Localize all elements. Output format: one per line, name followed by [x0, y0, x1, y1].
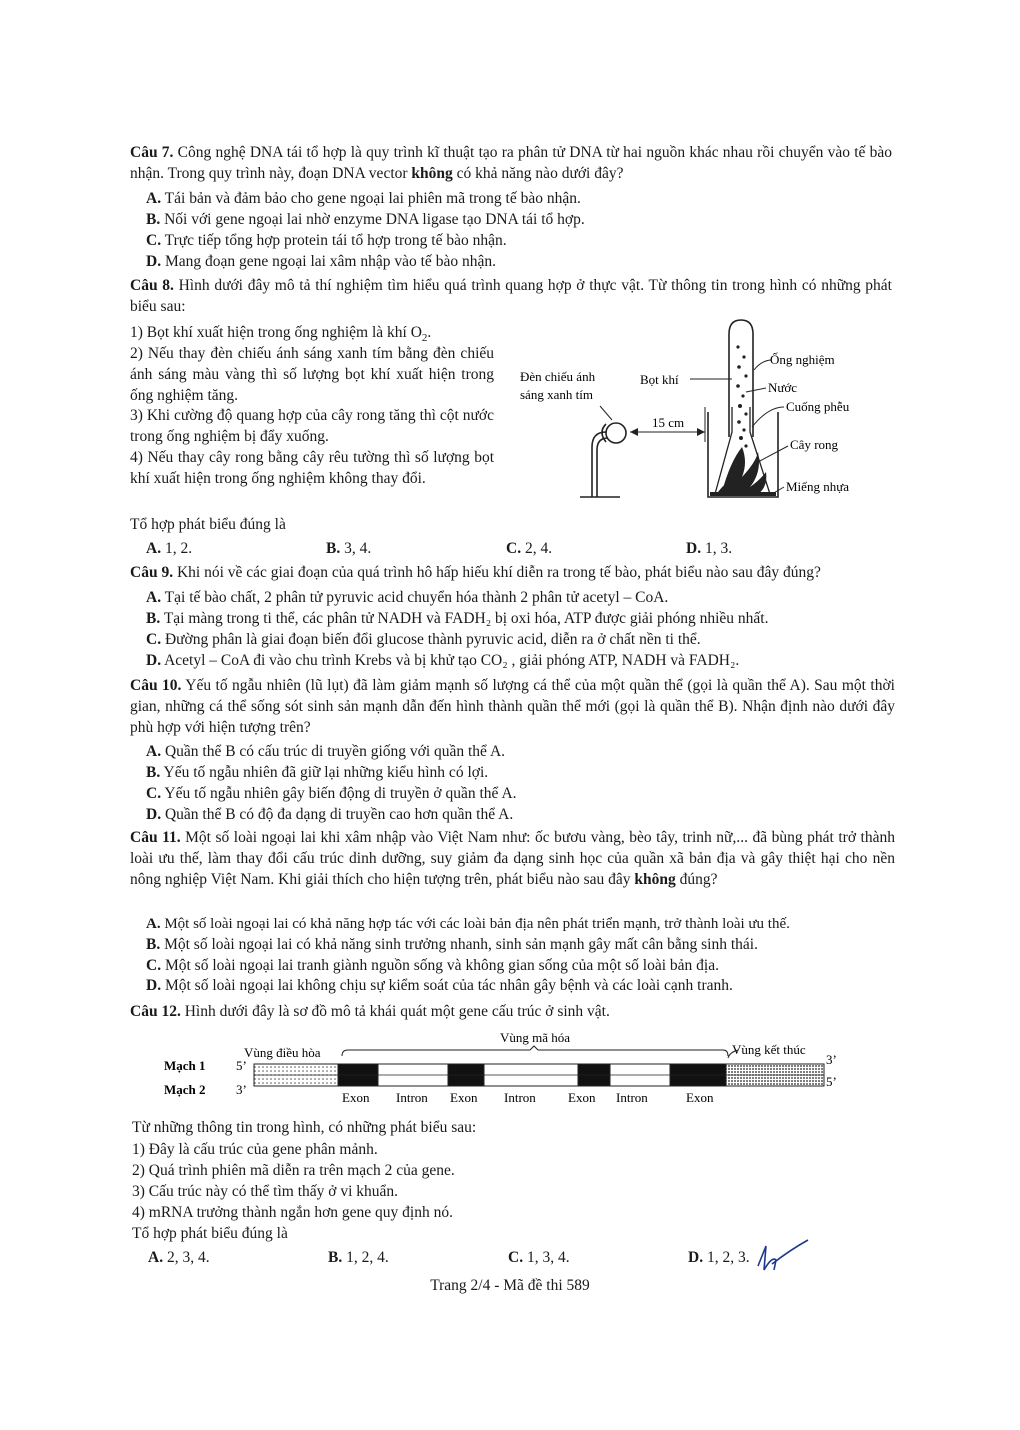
q8-statement-3: 3) Khi cường độ quang hợp của cây rong tăng thì cột nước trong ống nghiệm bị đẩy xuống.: [130, 407, 494, 445]
question-11: [130, 828, 895, 890]
q7-option-c: C. Trực tiếp tổng hợp protein tái tổ hợp trong tế bào nhận.: [146, 232, 507, 249]
question-12: [130, 1002, 895, 1023]
question-label: Câu 8.: [130, 277, 174, 294]
question-stem-end: có khả năng nào dưới đây?: [452, 164, 624, 182]
coding-region-label: Vùng mã hóa: [500, 1030, 571, 1045]
gas-bubbles: [736, 345, 747, 447]
emphasis: không: [634, 870, 676, 888]
q9-option-a: A. Tại tế bào chất, 2 phân tử pyruvic acid chuyển hóa thành 2 phân tử acetyl – CoA.: [146, 589, 669, 606]
strand-1-label: Mạch 1: [164, 1058, 206, 1073]
funnel-label: Cuống phễu: [786, 399, 850, 414]
page-footer: Trang 2/4 - Mã đề thi 589: [430, 1277, 590, 1294]
question-label: Câu 10.: [130, 677, 182, 694]
termination-region-label: Vùng kết thúc: [732, 1042, 806, 1057]
q10-option-b: B. Yếu tố ngẫu nhiên đã giữ lại những kiểu hình có lợi.: [146, 764, 489, 781]
q8-option-d: D. 1, 3.: [686, 540, 733, 557]
q12-option-d: D. 1, 2, 3.: [688, 1249, 750, 1266]
q7-option-d: D. Mang đoạn gene ngoại lai xâm nhập vào tế bào nhận.: [146, 253, 496, 270]
segment-exon-4: Exon: [686, 1090, 714, 1105]
strand-2-5prime: 5’: [826, 1074, 837, 1089]
question-10: [130, 676, 895, 738]
question-label: Câu 12.: [130, 1003, 181, 1020]
gene-structure-figure: [158, 1026, 878, 1111]
water-plant-icon: [715, 447, 766, 496]
q12-statement-1: 1) Đây là cấu trúc của gene phân mảnh.: [132, 1141, 378, 1158]
handwritten-signature-mark: [752, 1236, 812, 1276]
plastic-label: Miếng nhựa: [786, 479, 850, 494]
segment-intron-2: Intron: [504, 1090, 536, 1105]
segment-exon-1: Exon: [342, 1090, 370, 1105]
segment-intron-3: Intron: [616, 1090, 648, 1105]
q8-combo-prompt: Tổ hợp phát biểu đúng là: [130, 516, 286, 533]
q8-statement-1: 1) Bọt khí xuất hiện trong ống nghiệm là khí $O_2$.: [130, 324, 432, 345]
question-label: Câu 7.: [130, 144, 174, 161]
strand-2-3prime: 3’: [236, 1082, 247, 1097]
question-7: [130, 143, 892, 185]
q8-option-a: A. 1, 2.: [146, 540, 193, 557]
question-stem: Hình dưới đây mô tả thí nghiệm tìm hiểu quá trình quang hợp ở thực vật. Từ thông tin trong hình có những phát biểu sau:: [130, 277, 892, 315]
segment-intron-1: Intron: [396, 1090, 428, 1105]
q11-option-a: A. Một số loài ngoại lai có khả năng hợp tác với các loài bản địa nên phát triển mạnh, trở thành loài ưu thế.: [146, 916, 790, 932]
q12-statement-3: 3) Cấu trúc này có thể tìm thấy ở vi khuẩn.: [132, 1183, 399, 1200]
emphasis: không: [411, 164, 453, 182]
question-label: Câu 9.: [130, 564, 174, 581]
bubble-label: Bọt khí: [640, 372, 679, 387]
question-stem-end: đúng?: [675, 870, 718, 888]
segment-exon-3: Exon: [568, 1090, 596, 1105]
tube-label: Ống nghiệm: [770, 352, 835, 367]
q10-option-c: C. Yếu tố ngẫu nhiên gây biến động di truyền ở quần thể A.: [146, 785, 517, 802]
q12-option-c: C. 1, 3, 4.: [508, 1249, 570, 1266]
question-stem: Hình dưới đây là sơ đồ mô tả khái quát một gene cấu trúc ở sinh vật.: [180, 1003, 610, 1020]
q12-option-b: B. 1, 2, 4.: [328, 1249, 389, 1266]
lamp-icon: [580, 423, 626, 497]
strand-1-5prime: 5’: [236, 1058, 247, 1073]
q11-option-d: D. Một số loài ngoại lai không chịu sự kiểm soát của tác nhân gây bệnh và các loài cạnh tranh.: [146, 977, 733, 994]
q9-option-b: B. Tại màng trong ti thể, các phân tử NADH và FADH₂ bị oxi hóa, ATP được giải phóng nhiều nhất.: [146, 610, 769, 627]
q12-intro: Từ những thông tin trong hình, có những phát biểu sau:: [132, 1119, 477, 1136]
q12-option-a: A. 2, 3, 4.: [148, 1249, 210, 1266]
q8-statement-4: 4) Nếu thay cây rong bằng cây rêu tường thì số lượng bọt khí xuất hiện trong ống nghiệm không thay đổi.: [130, 449, 494, 487]
distance-label: 15 cm: [652, 415, 685, 430]
question-stem: Một số loài ngoại lai khi xâm nhập vào Việt Nam như: ốc bươu vàng, bèo tây, trinh nữ,... đã bùng phát trở thành loài ưu thế, làm thay đổi cấu trúc dinh dưỡng, suy giảm đa dạng sinh học của quần xã bản địa và gây thiệt hại cho nền nông nghiệp Việt Nam. Khi giải thích cho hiện tượng trên, phát biểu nào sau đây: [130, 829, 895, 888]
question-9: [130, 563, 895, 584]
strand-1-3prime: 3’: [826, 1052, 837, 1067]
q8-option-c: C. 2, 4.: [506, 540, 553, 557]
q12-statement-4: 4) mRNA trưởng thành ngắn hơn gene quy định nó.: [132, 1204, 453, 1221]
q11-option-c: C. Một số loài ngoại lai tranh giành nguồn sống và không gian sống của một số loài bản địa.: [146, 957, 719, 974]
question-stem: Công nghệ DNA tái tổ hợp là quy trình kĩ thuật tạo ra phân tử DNA từ hai nguồn khác nhau rồi chuyển vào tế bào nhận. Trong quy trình này, đoạn DNA vector: [130, 144, 892, 182]
q7-option-a: A. Tái bản và đảm bảo cho gene ngoại lai phiên mã trong tế bào nhận.: [146, 190, 581, 207]
lamp-label-line1: Đèn chiếu ánh: [520, 369, 596, 384]
q7-option-b: B. Nối với gene ngoại lai nhờ enzyme DNA ligase tạo DNA tái tổ hợp.: [146, 211, 585, 228]
q9-option-c: C. Đường phân là giai đoạn biến đổi glucose thành pyruvic acid, diễn ra ở chất nền ti thể.: [146, 631, 701, 648]
q11-option-b: B. Một số loài ngoại lai có khả năng sinh trưởng nhanh, sinh sản mạnh gây mất cân bằng sinh thái.: [146, 936, 758, 953]
q8-options: [146, 539, 896, 560]
segment-exon-2: Exon: [450, 1090, 478, 1105]
lamp-label-line2: sáng xanh tím: [520, 387, 593, 402]
water-label: Nước: [768, 380, 798, 395]
question-stem: Yếu tố ngẫu nhiên (lũ lụt) đã làm giảm mạnh số lượng cá thể của một quần thể (gọi là quần thể A). Sau một thời gian, những cá thể sống sót sinh sản mạnh dẫn đến hình thành quần thể mới (gọi là quần thể B). Nhận định nào dưới đây phù hợp với hiện tượng trên?: [130, 677, 895, 736]
question-label: Câu 11.: [130, 829, 181, 846]
regulatory-region-label: Vùng điều hòa: [244, 1045, 321, 1060]
question-stem: Khi nói về các giai đoạn của quá trình hô hấp hiếu khí diễn ra trong tế bào, phát biểu nào sau đây đúng?: [173, 564, 821, 581]
plant-label: Cây rong: [790, 437, 839, 452]
q10-option-a: A. Quần thể B có cấu trúc di truyền giống với quần thể A.: [146, 743, 506, 760]
q8-statement-2: 2) Nếu thay đèn chiếu ánh sáng xanh tím bằng đèn chiếu ánh sáng màu vàng thì số lượng bọt khí xuất hiện trong ống nghiệm tăng.: [130, 345, 494, 404]
photosynthesis-experiment-figure: [510, 312, 900, 512]
q8-option-b: B. 3, 4.: [326, 540, 372, 557]
q12-combo-prompt: Tổ hợp phát biểu đúng là: [132, 1225, 288, 1242]
strand-2-label: Mạch 2: [164, 1082, 206, 1097]
q10-option-d: D. Quần thể B có độ đa dạng di truyền cao hơn quần thể A.: [146, 806, 514, 823]
q12-statement-2: 2) Quá trình phiên mã diễn ra trên mạch 2 của gene.: [132, 1162, 455, 1179]
plastic-piece: [710, 492, 776, 496]
q9-option-d: D. Acetyl – CoA đi vào chu trình Krebs và bị khử tạo CO₂ , giải phóng ATP, NADH và FADH₂.: [146, 652, 740, 669]
